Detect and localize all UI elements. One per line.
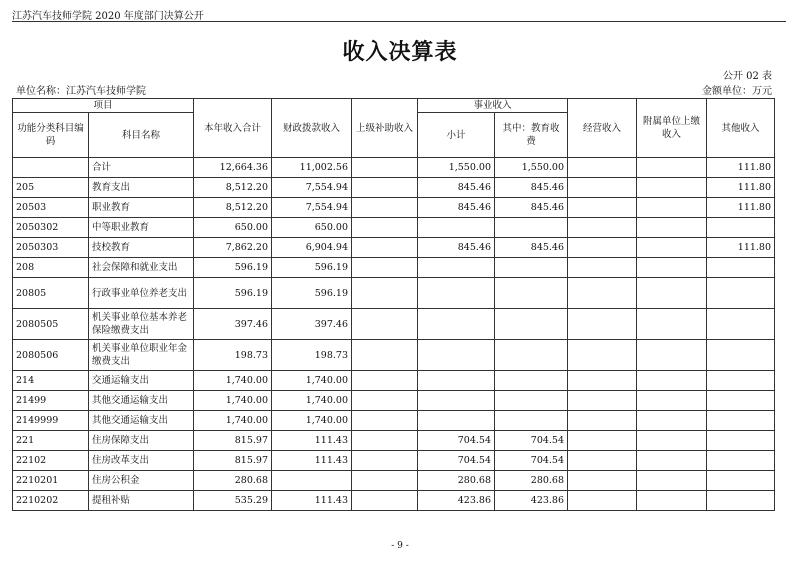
running-head: 江苏汽车技师学院 2020 年度部门决算公开 <box>12 11 204 22</box>
cell-other <box>707 309 775 340</box>
cell-code <box>13 158 89 178</box>
cell-operating <box>568 178 637 198</box>
cell-subtotal <box>418 218 495 238</box>
cell-total: 8,512.20 <box>194 198 272 218</box>
cell-total: 596.19 <box>194 278 272 309</box>
table-row <box>13 218 775 238</box>
cell-fiscal: 11,002.56 <box>272 158 352 178</box>
table-row <box>13 278 775 309</box>
cell-fiscal: 7,554.94 <box>272 198 352 218</box>
cell-affiliated <box>637 158 707 178</box>
cell-subtotal: 845.46 <box>418 178 495 198</box>
cell-education: 280.68 <box>495 471 568 491</box>
cell-subject-name: 住房改革支出 <box>89 451 194 471</box>
cell-education <box>495 391 568 411</box>
page-title: 收入决算表 <box>342 39 458 65</box>
cell-code: 2080506 <box>13 340 89 371</box>
cell-subject-name: 其他交通运输支出 <box>89 391 194 411</box>
cell-subtotal: 845.46 <box>418 238 495 258</box>
cell-other <box>707 218 775 238</box>
cell-other <box>707 371 775 391</box>
cell-fiscal: 7,554.94 <box>272 178 352 198</box>
cell-total: 1,740.00 <box>194 391 272 411</box>
cell-affiliated <box>637 451 707 471</box>
header-subtotal: 小计 <box>418 113 495 158</box>
cell-total: 1,740.00 <box>194 371 272 391</box>
header-fiscal: 财政拨款收入 <box>272 99 352 158</box>
cell-affiliated <box>637 411 707 431</box>
cell-other <box>707 411 775 431</box>
cell-fiscal: 596.19 <box>272 258 352 278</box>
cell-subtotal: 845.46 <box>418 198 495 218</box>
cell-code: 2149999 <box>13 411 89 431</box>
cell-operating <box>568 471 637 491</box>
cell-subject-name: 教育支出 <box>89 178 194 198</box>
table-row <box>13 431 775 451</box>
cell-other: 111.80 <box>707 198 775 218</box>
cell-affiliated <box>637 309 707 340</box>
cell-code: 20805 <box>13 278 89 309</box>
cell-affiliated <box>637 198 707 218</box>
cell-operating <box>568 411 637 431</box>
cell-affiliated <box>637 238 707 258</box>
cell-superior <box>352 451 418 471</box>
cell-education <box>495 278 568 309</box>
cell-total: 8,512.20 <box>194 178 272 198</box>
table-row <box>13 340 775 371</box>
cell-fiscal: 1,740.00 <box>272 391 352 411</box>
table-row <box>13 411 775 431</box>
cell-superior <box>352 431 418 451</box>
cell-code: 2210202 <box>13 491 89 511</box>
cell-other <box>707 491 775 511</box>
cell-subject-name: 住房公积金 <box>89 471 194 491</box>
cell-operating <box>568 491 637 511</box>
cell-operating <box>568 218 637 238</box>
cell-operating <box>568 278 637 309</box>
cell-affiliated <box>637 391 707 411</box>
cell-other <box>707 471 775 491</box>
cell-affiliated <box>637 340 707 371</box>
header-project: 项目 <box>13 99 194 113</box>
cell-total: 535.29 <box>194 491 272 511</box>
cell-subject-name: 社会保障和就业支出 <box>89 258 194 278</box>
cell-subtotal <box>418 258 495 278</box>
cell-affiliated <box>637 371 707 391</box>
page-number: - 9 - <box>391 541 409 551</box>
cell-education: 845.46 <box>495 178 568 198</box>
cell-superior <box>352 391 418 411</box>
cell-other: 111.80 <box>707 158 775 178</box>
cell-total: 12,664.36 <box>194 158 272 178</box>
cell-operating <box>568 340 637 371</box>
cell-superior <box>352 371 418 391</box>
cell-operating <box>568 391 637 411</box>
cell-other <box>707 258 775 278</box>
cell-operating <box>568 198 637 218</box>
cell-subject-name: 中等职业教育 <box>89 218 194 238</box>
cell-education <box>495 309 568 340</box>
cell-fiscal: 650.00 <box>272 218 352 238</box>
cell-superior <box>352 340 418 371</box>
header-superior: 上级补助收入 <box>352 99 418 158</box>
cell-subtotal <box>418 411 495 431</box>
header-total: 本年收入合计 <box>194 99 272 158</box>
cell-operating <box>568 371 637 391</box>
table-row <box>13 471 775 491</box>
cell-subtotal <box>418 309 495 340</box>
cell-affiliated <box>637 218 707 238</box>
cell-operating <box>568 258 637 278</box>
cell-fiscal <box>272 471 352 491</box>
cell-subject-name: 提租补贴 <box>89 491 194 511</box>
header-education: 其中：教育收费 <box>495 113 568 158</box>
cell-education: 845.46 <box>495 238 568 258</box>
cell-superior <box>352 471 418 491</box>
cell-subject-name: 合计 <box>89 158 194 178</box>
cell-superior <box>352 491 418 511</box>
cell-affiliated <box>637 278 707 309</box>
cell-affiliated <box>637 431 707 451</box>
table-row <box>13 451 775 471</box>
cell-education <box>495 258 568 278</box>
cell-affiliated <box>637 258 707 278</box>
cell-education: 845.46 <box>495 198 568 218</box>
cell-code: 2210201 <box>13 471 89 491</box>
cell-other: 111.80 <box>707 178 775 198</box>
cell-subject-name: 机关事业单位职业年金缴费支出 <box>89 340 194 371</box>
cell-code: 2050303 <box>13 238 89 258</box>
cell-operating <box>568 238 637 258</box>
header-operating: 经营收入 <box>568 99 637 158</box>
cell-code: 214 <box>13 371 89 391</box>
cell-other <box>707 278 775 309</box>
cell-fiscal: 198.73 <box>272 340 352 371</box>
cell-education: 423.86 <box>495 491 568 511</box>
cell-total: 815.97 <box>194 451 272 471</box>
cell-fiscal: 596.19 <box>272 278 352 309</box>
table-row <box>13 158 775 178</box>
cell-subject-name: 其他交通运输支出 <box>89 411 194 431</box>
cell-subtotal <box>418 340 495 371</box>
cell-fiscal: 1,740.00 <box>272 411 352 431</box>
header-business: 事业收入 <box>418 99 568 113</box>
cell-superior <box>352 309 418 340</box>
cell-total: 815.97 <box>194 431 272 451</box>
cell-total: 596.19 <box>194 258 272 278</box>
cell-education <box>495 218 568 238</box>
cell-subject-name: 技校教育 <box>89 238 194 258</box>
cell-affiliated <box>637 178 707 198</box>
cell-total: 1,740.00 <box>194 411 272 431</box>
cell-superior <box>352 198 418 218</box>
cell-subtotal: 280.68 <box>418 471 495 491</box>
cell-superior <box>352 218 418 238</box>
cell-other <box>707 431 775 451</box>
cell-superior <box>352 158 418 178</box>
table-row <box>13 309 775 340</box>
cell-education: 1,550.00 <box>495 158 568 178</box>
cell-operating <box>568 158 637 178</box>
cell-subject-name: 住房保障支出 <box>89 431 194 451</box>
cell-fiscal: 111.43 <box>272 431 352 451</box>
cell-other <box>707 340 775 371</box>
header-affiliated: 附属单位上缴收入 <box>637 99 707 158</box>
cell-subtotal: 704.54 <box>418 451 495 471</box>
table-row <box>13 491 775 511</box>
cell-operating <box>568 451 637 471</box>
cell-superior <box>352 178 418 198</box>
table-row <box>13 178 775 198</box>
table-row <box>13 238 775 258</box>
cell-total: 397.46 <box>194 309 272 340</box>
cell-total: 280.68 <box>194 471 272 491</box>
cell-operating <box>568 431 637 451</box>
cell-other: 111.80 <box>707 238 775 258</box>
cell-subtotal: 1,550.00 <box>418 158 495 178</box>
cell-other <box>707 451 775 471</box>
cell-superior <box>352 258 418 278</box>
cell-affiliated <box>637 491 707 511</box>
cell-education <box>495 340 568 371</box>
cell-fiscal: 1,740.00 <box>272 371 352 391</box>
cell-operating <box>568 309 637 340</box>
header-func-code: 功能分类科目编码 <box>13 113 89 158</box>
cell-code: 221 <box>13 431 89 451</box>
cell-affiliated <box>637 471 707 491</box>
form-number: 公开 02 表 <box>722 71 772 82</box>
cell-education: 704.54 <box>495 451 568 471</box>
cell-total: 198.73 <box>194 340 272 371</box>
cell-subject-name: 职业教育 <box>89 198 194 218</box>
cell-education <box>495 411 568 431</box>
cell-subtotal: 704.54 <box>418 431 495 451</box>
header-other: 其他收入 <box>707 99 775 158</box>
cell-superior <box>352 238 418 258</box>
cell-fiscal: 397.46 <box>272 309 352 340</box>
cell-code: 205 <box>13 178 89 198</box>
cell-code: 22102 <box>13 451 89 471</box>
cell-code: 208 <box>13 258 89 278</box>
cell-fiscal: 111.43 <box>272 491 352 511</box>
cell-subtotal <box>418 391 495 411</box>
cell-superior <box>352 411 418 431</box>
income-table <box>12 98 775 511</box>
cell-code: 21499 <box>13 391 89 411</box>
cell-code: 2080505 <box>13 309 89 340</box>
cell-other <box>707 391 775 411</box>
unit-name: 单位名称：江苏汽车技师学院 <box>16 86 146 97</box>
cell-education: 704.54 <box>495 431 568 451</box>
cell-subject-name: 机关事业单位基本养老保险缴费支出 <box>89 309 194 340</box>
table-row <box>13 258 775 278</box>
table-row <box>13 198 775 218</box>
cell-code: 2050302 <box>13 218 89 238</box>
table-row <box>13 391 775 411</box>
cell-subtotal <box>418 278 495 309</box>
cell-total: 7,862.20 <box>194 238 272 258</box>
cell-total: 650.00 <box>194 218 272 238</box>
cell-subject-name: 行政事业单位养老支出 <box>89 278 194 309</box>
amount-unit: 金额单位：万元 <box>702 86 772 97</box>
cell-superior <box>352 278 418 309</box>
cell-subtotal: 423.86 <box>418 491 495 511</box>
cell-code: 20503 <box>13 198 89 218</box>
cell-fiscal: 111.43 <box>272 451 352 471</box>
header-subject-name: 科目名称 <box>89 113 194 158</box>
cell-fiscal: 6,904.94 <box>272 238 352 258</box>
cell-subject-name: 交通运输支出 <box>89 371 194 391</box>
table-row <box>13 371 775 391</box>
cell-education <box>495 371 568 391</box>
header-rule <box>12 21 786 22</box>
cell-subtotal <box>418 371 495 391</box>
